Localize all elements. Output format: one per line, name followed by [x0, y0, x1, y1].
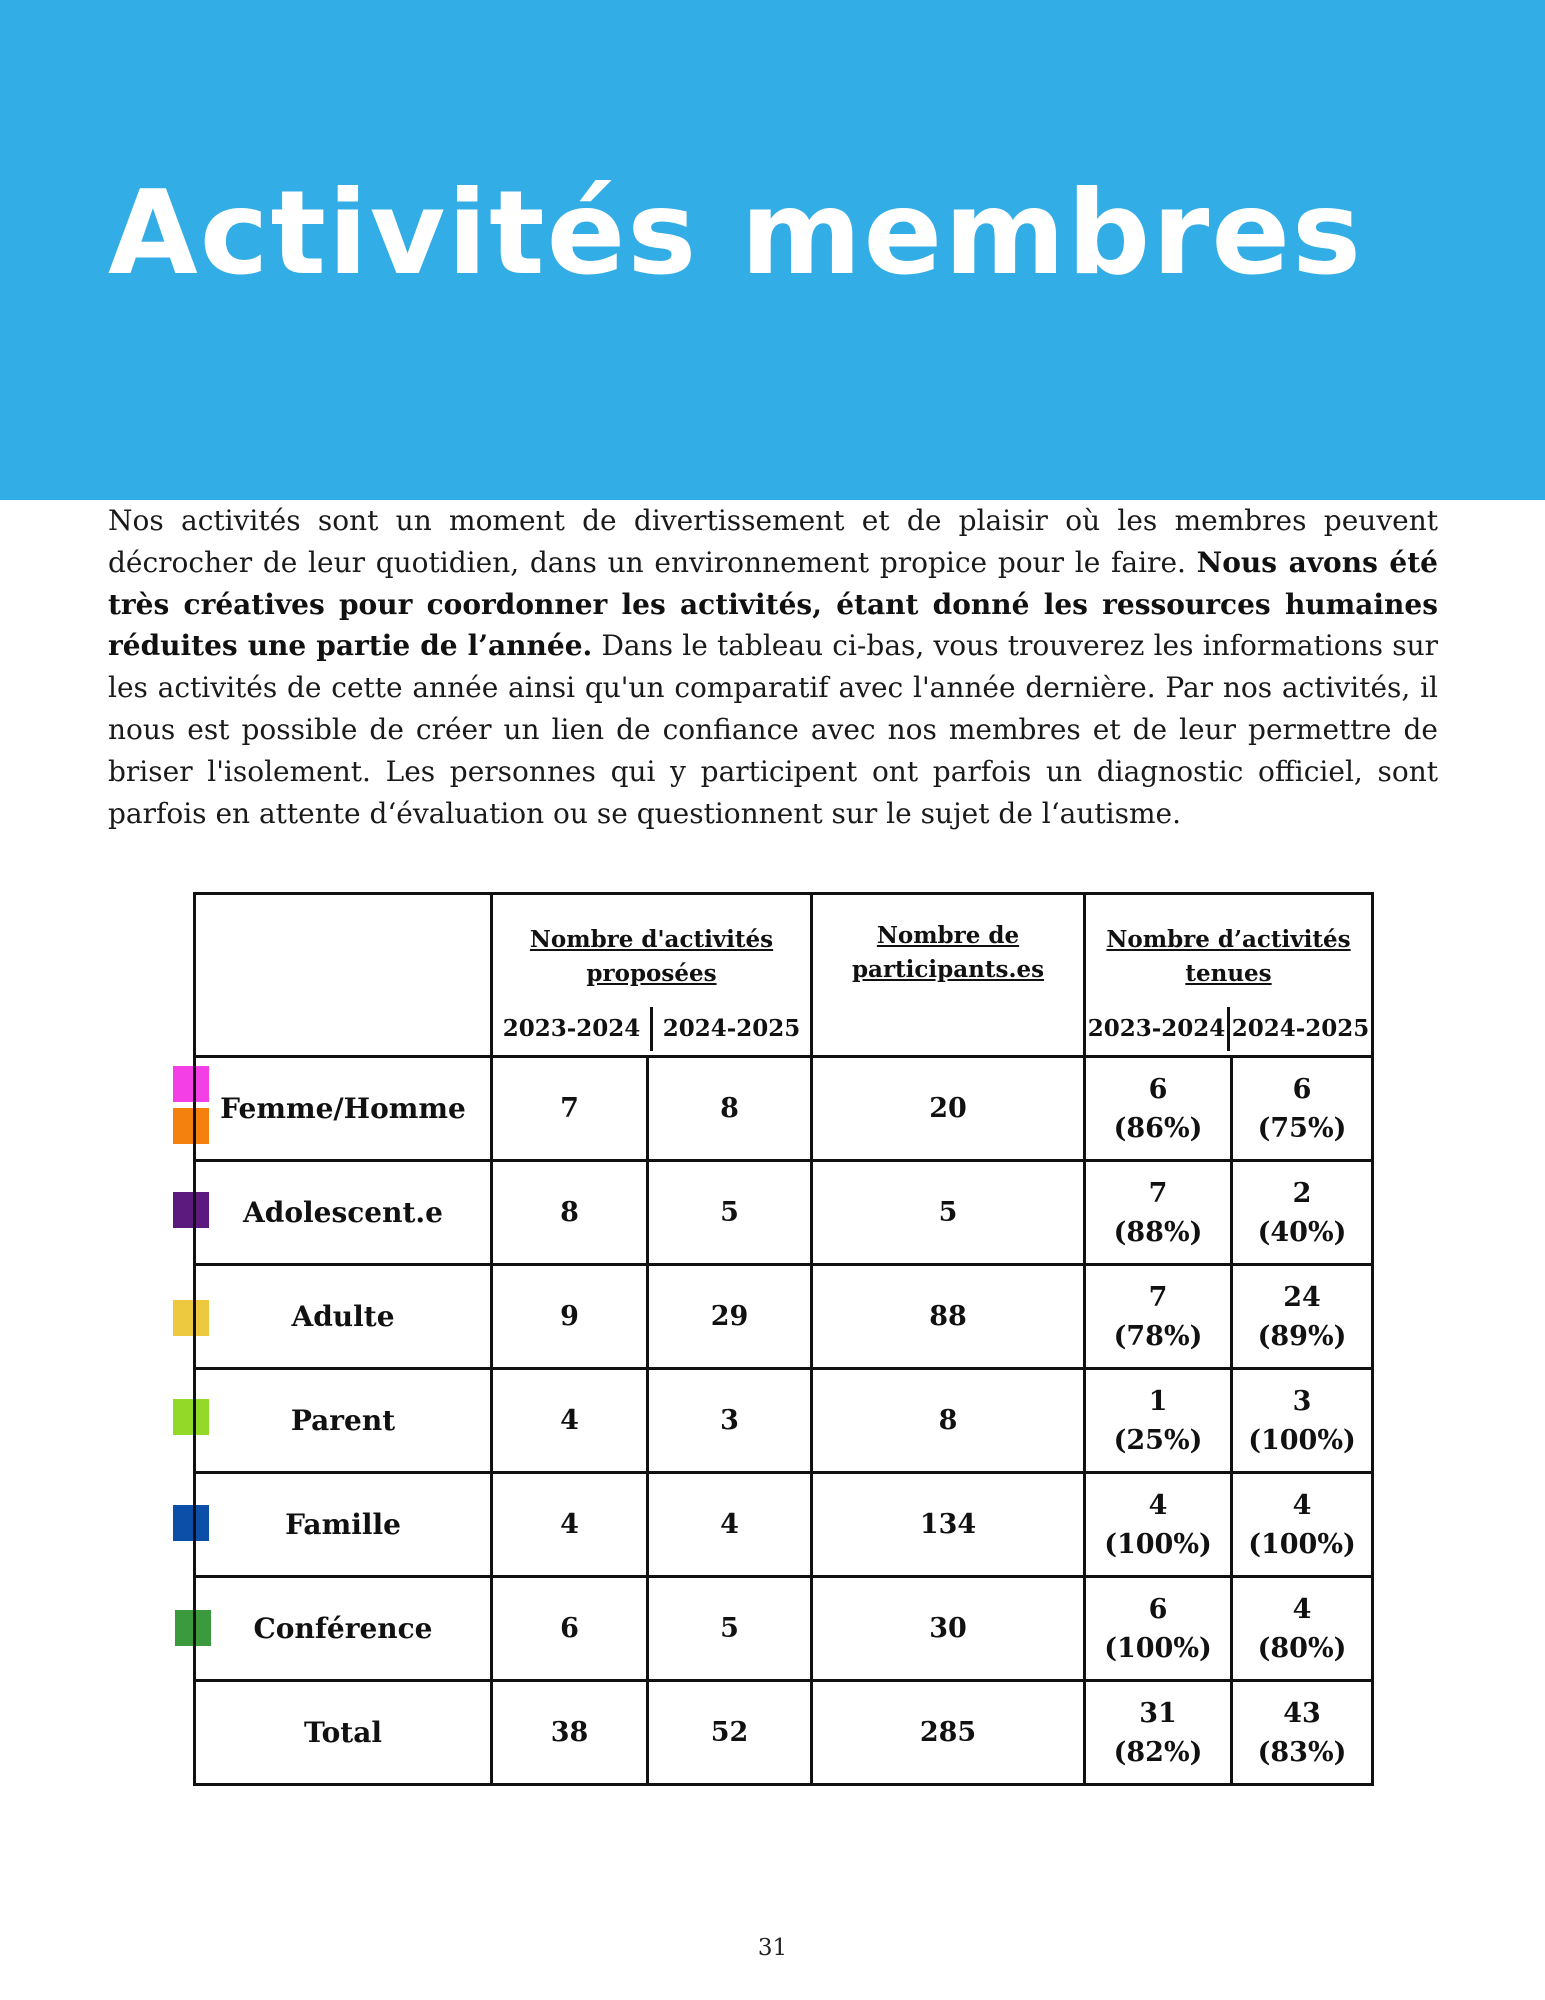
cell-tenues-2024 [1232, 1681, 1373, 1785]
tenues-count: 7 [1148, 1177, 1168, 1209]
row-label: Famille [195, 1473, 492, 1577]
cell-prop-2024: 3 [648, 1369, 812, 1473]
header-proposees-label: Nombre d'activités proposées [529, 926, 774, 987]
table-row-total [195, 1681, 1373, 1785]
cell-tenues-2023 [1085, 1369, 1232, 1473]
tenues-count: 4 [1292, 1593, 1312, 1625]
cell-participants: 88 [812, 1265, 1085, 1369]
tenues-percent: (83%) [1257, 1736, 1347, 1768]
cell-participants: 134 [812, 1473, 1085, 1577]
header-empty-cell [195, 894, 492, 1057]
cell-prop-2024: 52 [648, 1681, 812, 1785]
table-row [195, 1161, 1373, 1265]
tenues-count: 7 [1148, 1281, 1168, 1313]
cell-prop-2024: 5 [648, 1161, 812, 1265]
header-proposees [492, 894, 812, 1057]
tenues-count: 4 [1292, 1489, 1312, 1521]
cell-prop-2024: 5 [648, 1577, 812, 1681]
cell-participants: 20 [812, 1057, 1085, 1161]
tenues-percent: (40%) [1257, 1216, 1347, 1248]
row-label: Conférence [195, 1577, 492, 1681]
cell-tenues-2023 [1085, 1265, 1232, 1369]
cell-prop-2023: 4 [492, 1369, 648, 1473]
tenues-count: 4 [1148, 1489, 1168, 1521]
tenues-count: 31 [1139, 1697, 1177, 1729]
intro-paragraph [108, 500, 1438, 834]
activities-table [193, 892, 1374, 1786]
cell-participants: 5 [812, 1161, 1085, 1265]
tenues-percent: (89%) [1257, 1320, 1347, 1352]
page-number: 31 [757, 1935, 788, 1961]
tenues-percent: (100%) [1104, 1528, 1212, 1560]
cell-prop-2024: 29 [648, 1265, 812, 1369]
cell-tenues-2023 [1085, 1161, 1232, 1265]
header-tenues-label: Nombre d’activités tenues [1106, 926, 1351, 987]
cell-prop-2024: 8 [648, 1057, 812, 1161]
header-tenues [1085, 894, 1373, 1057]
tenues-count: 6 [1292, 1073, 1312, 1105]
tenues-percent: (100%) [1104, 1632, 1212, 1664]
cell-tenues-2023 [1085, 1057, 1232, 1161]
tenues-count: 1 [1148, 1385, 1168, 1417]
table-row [195, 1057, 1373, 1161]
tenues-percent: (100%) [1248, 1528, 1356, 1560]
tenues-count: 2 [1292, 1177, 1312, 1209]
tenues-percent: (88%) [1113, 1216, 1203, 1248]
intro-bold-text: Nous avons été très créatives pour coordonner les activités, étant donné les ressources humaines réduites une partie de l’année. [108, 545, 1438, 663]
cell-tenues-2024 [1232, 1369, 1373, 1473]
row-label: Adulte [195, 1265, 492, 1369]
tenues-percent: (100%) [1248, 1424, 1356, 1456]
cell-prop-2023: 9 [492, 1265, 648, 1369]
cell-prop-2024: 4 [648, 1473, 812, 1577]
tenues-count: 3 [1292, 1385, 1312, 1417]
tenues-percent: (86%) [1113, 1112, 1203, 1144]
cell-participants: 8 [812, 1369, 1085, 1473]
tenues-percent: (25%) [1113, 1424, 1203, 1456]
title-banner [0, 0, 1545, 500]
tenues-count: 6 [1148, 1073, 1168, 1105]
intro-text-2: Dans le tableau ci-bas, vous trouverez les informations sur les activités de cette année ainsi qu'un comparatif avec l'année dernière. Par nos activités, il nous est possible de créer un lien de confiance avec nos membres et de leur permettre de briser l'isolement. Les personnes qui y participent ont parfois un diagnostic officiel, sont parfois en attente d‘évaluation ou se questionnent sur le sujet de l‘autisme. [108, 629, 1439, 830]
tenues-percent: (75%) [1257, 1112, 1347, 1144]
table-row [195, 1473, 1373, 1577]
tenues-percent: (80%) [1257, 1632, 1347, 1664]
table-row [195, 1577, 1373, 1681]
row-label: Parent [195, 1369, 492, 1473]
cell-tenues-2023 [1085, 1577, 1232, 1681]
row-label: Adolescent.e [195, 1161, 492, 1265]
page-title: Activités membres [108, 166, 1364, 301]
header-tenues-year1: 2023-2024 [1086, 1007, 1230, 1051]
cell-participants: 285 [812, 1681, 1085, 1785]
cell-tenues-2024 [1232, 1161, 1373, 1265]
header-tenues-year2: 2024-2025 [1231, 1015, 1370, 1042]
header-proposees-year1: 2023-2024 [493, 1007, 653, 1051]
cell-participants: 30 [812, 1577, 1085, 1681]
table-header-row [195, 894, 1373, 1057]
cell-tenues-2023 [1085, 1681, 1232, 1785]
cell-prop-2023: 8 [492, 1161, 648, 1265]
cell-tenues-2024 [1232, 1577, 1373, 1681]
cell-tenues-2024 [1232, 1265, 1373, 1369]
tenues-count: 6 [1148, 1593, 1168, 1625]
cell-prop-2023: 38 [492, 1681, 648, 1785]
tenues-percent: (78%) [1113, 1320, 1203, 1352]
cell-prop-2023: 6 [492, 1577, 648, 1681]
cell-prop-2023: 4 [492, 1473, 648, 1577]
header-proposees-year2: 2024-2025 [662, 1015, 801, 1042]
cell-tenues-2024 [1232, 1473, 1373, 1577]
header-participants-label: Nombre de participants.es [851, 922, 1045, 983]
tenues-percent: (82%) [1113, 1736, 1203, 1768]
header-participants [812, 894, 1085, 1057]
cell-tenues-2023 [1085, 1473, 1232, 1577]
cell-tenues-2024 [1232, 1057, 1373, 1161]
table-row [195, 1369, 1373, 1473]
tenues-count: 24 [1283, 1281, 1321, 1313]
table-row [195, 1265, 1373, 1369]
tenues-count: 43 [1283, 1697, 1321, 1729]
cell-prop-2023: 7 [492, 1057, 648, 1161]
intro-text-1: Nos activités sont un moment de divertissement et de plaisir où les membres peuvent décrocher de leur quotidien, dans un environnement propice pour le faire. [108, 504, 1438, 579]
row-label: Femme/Homme [195, 1057, 492, 1161]
row-label: Total [195, 1681, 492, 1785]
